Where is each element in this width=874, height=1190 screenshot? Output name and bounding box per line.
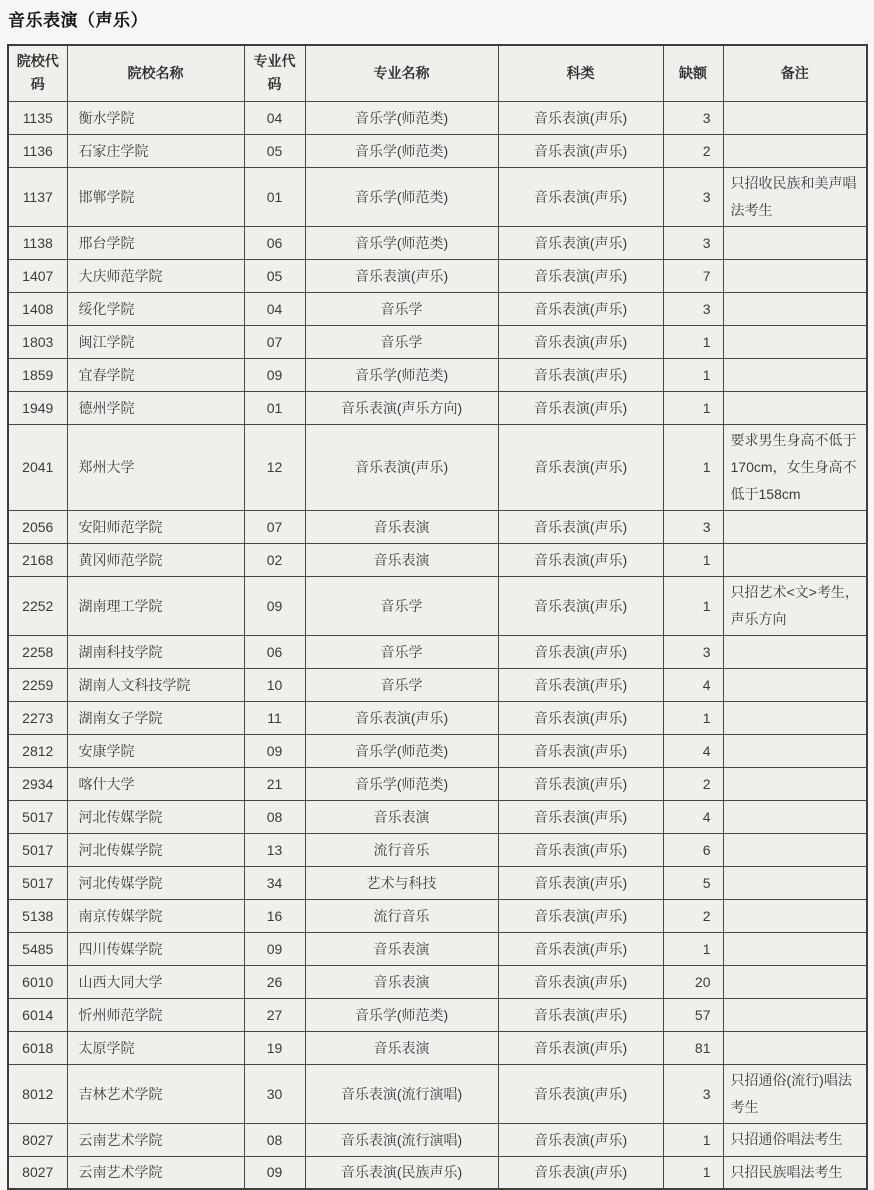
vacancy-cell: 1 bbox=[663, 358, 723, 391]
remark-cell bbox=[723, 800, 867, 833]
major-name-cell: 音乐学 bbox=[305, 325, 498, 358]
college-code-cell: 2056 bbox=[8, 510, 67, 543]
remark-cell bbox=[723, 668, 867, 701]
remark-cell bbox=[723, 1031, 867, 1064]
college-code-cell: 6010 bbox=[8, 965, 67, 998]
major-name-cell: 音乐学 bbox=[305, 576, 498, 635]
major-name-cell: 音乐表演(声乐) bbox=[305, 424, 498, 510]
category-cell: 音乐表演(声乐) bbox=[498, 866, 663, 899]
remark-cell: 只招艺术<文>考生，声乐方向 bbox=[723, 576, 867, 635]
major-name-cell: 音乐学(师范类) bbox=[305, 767, 498, 800]
vacancy-cell: 1 bbox=[663, 1156, 723, 1189]
college-name-cell: 绥化学院 bbox=[67, 292, 244, 325]
major-name-cell: 音乐学(师范类) bbox=[305, 134, 498, 167]
college-name-cell: 湖南理工学院 bbox=[67, 576, 244, 635]
college-name-cell: 河北传媒学院 bbox=[67, 800, 244, 833]
header-major-code: 专业代码 bbox=[244, 45, 305, 101]
remark-cell: 要求男生身高不低于170cm，女生身高不低于158cm bbox=[723, 424, 867, 510]
college-code-cell: 1949 bbox=[8, 391, 67, 424]
page-title: 音乐表演（声乐） bbox=[8, 11, 148, 30]
college-code-cell: 1136 bbox=[8, 134, 67, 167]
major-name-cell: 音乐表演(声乐) bbox=[305, 259, 498, 292]
table-row bbox=[8, 965, 867, 998]
college-code-cell: 6014 bbox=[8, 998, 67, 1031]
college-code-cell: 1138 bbox=[8, 226, 67, 259]
remark-cell: 只招民族唱法考生 bbox=[723, 1156, 867, 1189]
vacancy-cell: 1 bbox=[663, 932, 723, 965]
table-row bbox=[8, 358, 867, 391]
college-name-cell: 南京传媒学院 bbox=[67, 899, 244, 932]
vacancy-cell: 1 bbox=[663, 391, 723, 424]
vacancy-cell: 1 bbox=[663, 1123, 723, 1156]
table-row bbox=[8, 800, 867, 833]
table-row bbox=[8, 767, 867, 800]
table-row bbox=[8, 899, 867, 932]
remark-cell bbox=[723, 358, 867, 391]
major-name-cell: 音乐学(师范类) bbox=[305, 998, 498, 1031]
category-cell: 音乐表演(声乐) bbox=[498, 1031, 663, 1064]
category-cell: 音乐表演(声乐) bbox=[498, 543, 663, 576]
remark-cell bbox=[723, 635, 867, 668]
vacancy-cell: 1 bbox=[663, 543, 723, 576]
remark-cell bbox=[723, 543, 867, 576]
category-cell: 音乐表演(声乐) bbox=[498, 510, 663, 543]
major-code-cell: 16 bbox=[244, 899, 305, 932]
category-cell: 音乐表演(声乐) bbox=[498, 965, 663, 998]
table-row bbox=[8, 734, 867, 767]
major-name-cell: 音乐表演(声乐) bbox=[305, 701, 498, 734]
category-cell: 音乐表演(声乐) bbox=[498, 325, 663, 358]
college-name-cell: 大庆师范学院 bbox=[67, 259, 244, 292]
major-name-cell: 音乐学 bbox=[305, 635, 498, 668]
college-name-cell: 山西大同大学 bbox=[67, 965, 244, 998]
major-code-cell: 10 bbox=[244, 668, 305, 701]
major-name-cell: 音乐学(师范类) bbox=[305, 226, 498, 259]
major-code-cell: 06 bbox=[244, 226, 305, 259]
vacancy-cell: 5 bbox=[663, 866, 723, 899]
remark-cell bbox=[723, 101, 867, 134]
major-code-cell: 12 bbox=[244, 424, 305, 510]
major-name-cell: 音乐学 bbox=[305, 292, 498, 325]
vacancy-cell: 2 bbox=[663, 899, 723, 932]
vacancy-cell: 3 bbox=[663, 510, 723, 543]
vacancy-cell: 3 bbox=[663, 101, 723, 134]
major-code-cell: 01 bbox=[244, 167, 305, 226]
table-row bbox=[8, 576, 867, 635]
college-name-cell: 河北传媒学院 bbox=[67, 833, 244, 866]
major-name-cell: 音乐学(师范类) bbox=[305, 358, 498, 391]
major-code-cell: 05 bbox=[244, 259, 305, 292]
major-name-cell: 音乐学 bbox=[305, 668, 498, 701]
major-name-cell: 音乐表演(流行演唱) bbox=[305, 1123, 498, 1156]
major-name-cell: 流行音乐 bbox=[305, 899, 498, 932]
college-name-cell: 喀什大学 bbox=[67, 767, 244, 800]
vacancy-cell: 57 bbox=[663, 998, 723, 1031]
major-name-cell: 音乐表演 bbox=[305, 1031, 498, 1064]
college-code-cell: 5017 bbox=[8, 833, 67, 866]
vacancy-cell: 6 bbox=[663, 833, 723, 866]
college-code-cell: 5138 bbox=[8, 899, 67, 932]
college-code-cell: 2259 bbox=[8, 668, 67, 701]
major-code-cell: 11 bbox=[244, 701, 305, 734]
category-cell: 音乐表演(声乐) bbox=[498, 134, 663, 167]
major-name-cell: 音乐学(师范类) bbox=[305, 734, 498, 767]
remark-cell bbox=[723, 510, 867, 543]
category-cell: 音乐表演(声乐) bbox=[498, 1123, 663, 1156]
vacancy-cell: 4 bbox=[663, 668, 723, 701]
college-code-cell: 8012 bbox=[8, 1064, 67, 1123]
college-code-cell: 6018 bbox=[8, 1031, 67, 1064]
category-cell: 音乐表演(声乐) bbox=[498, 800, 663, 833]
college-name-cell: 忻州师范学院 bbox=[67, 998, 244, 1031]
college-code-cell: 1407 bbox=[8, 259, 67, 292]
category-cell: 音乐表演(声乐) bbox=[498, 259, 663, 292]
table-header-row bbox=[8, 45, 867, 101]
table-row bbox=[8, 292, 867, 325]
remark-cell bbox=[723, 226, 867, 259]
remark-cell: 只招收民族和美声唱法考生 bbox=[723, 167, 867, 226]
category-cell: 音乐表演(声乐) bbox=[498, 424, 663, 510]
header-major-name: 专业名称 bbox=[305, 45, 498, 101]
college-name-cell: 衡水学院 bbox=[67, 101, 244, 134]
vacancy-cell: 3 bbox=[663, 226, 723, 259]
college-name-cell: 安阳师范学院 bbox=[67, 510, 244, 543]
college-code-cell: 2273 bbox=[8, 701, 67, 734]
vacancy-cell: 3 bbox=[663, 292, 723, 325]
major-name-cell: 音乐表演 bbox=[305, 510, 498, 543]
remark-cell: 只招通俗(流行)唱法考生 bbox=[723, 1064, 867, 1123]
header-vacancy: 缺额 bbox=[663, 45, 723, 101]
major-code-cell: 08 bbox=[244, 800, 305, 833]
category-cell: 音乐表演(声乐) bbox=[498, 292, 663, 325]
table-row bbox=[8, 1156, 867, 1189]
college-code-cell: 2252 bbox=[8, 576, 67, 635]
college-name-cell: 吉林艺术学院 bbox=[67, 1064, 244, 1123]
college-code-cell: 2258 bbox=[8, 635, 67, 668]
vacancy-table bbox=[7, 44, 868, 1190]
table-row bbox=[8, 668, 867, 701]
major-code-cell: 09 bbox=[244, 1156, 305, 1189]
category-cell: 音乐表演(声乐) bbox=[498, 899, 663, 932]
major-name-cell: 音乐表演 bbox=[305, 965, 498, 998]
category-cell: 音乐表演(声乐) bbox=[498, 226, 663, 259]
category-cell: 音乐表演(声乐) bbox=[498, 998, 663, 1031]
remark-cell bbox=[723, 701, 867, 734]
college-code-cell: 2812 bbox=[8, 734, 67, 767]
vacancy-cell: 20 bbox=[663, 965, 723, 998]
major-name-cell: 流行音乐 bbox=[305, 833, 498, 866]
college-name-cell: 邢台学院 bbox=[67, 226, 244, 259]
table-row bbox=[8, 391, 867, 424]
remark-cell bbox=[723, 292, 867, 325]
major-code-cell: 09 bbox=[244, 358, 305, 391]
major-code-cell: 13 bbox=[244, 833, 305, 866]
table-row bbox=[8, 932, 867, 965]
major-code-cell: 19 bbox=[244, 1031, 305, 1064]
college-name-cell: 河北传媒学院 bbox=[67, 866, 244, 899]
remark-cell bbox=[723, 833, 867, 866]
category-cell: 音乐表演(声乐) bbox=[498, 668, 663, 701]
college-name-cell: 太原学院 bbox=[67, 1031, 244, 1064]
header-category: 科类 bbox=[498, 45, 663, 101]
vacancy-cell: 1 bbox=[663, 325, 723, 358]
table-row bbox=[8, 259, 867, 292]
college-name-cell: 湖南女子学院 bbox=[67, 701, 244, 734]
vacancy-cell: 81 bbox=[663, 1031, 723, 1064]
vacancy-cell: 1 bbox=[663, 701, 723, 734]
major-code-cell: 07 bbox=[244, 510, 305, 543]
major-code-cell: 07 bbox=[244, 325, 305, 358]
table-row bbox=[8, 701, 867, 734]
table-row bbox=[8, 998, 867, 1031]
header-remark: 备注 bbox=[723, 45, 867, 101]
table-row bbox=[8, 101, 867, 134]
table-row bbox=[8, 424, 867, 510]
header-college-name: 院校名称 bbox=[67, 45, 244, 101]
table-row bbox=[8, 543, 867, 576]
college-code-cell: 2934 bbox=[8, 767, 67, 800]
major-code-cell: 02 bbox=[244, 543, 305, 576]
college-code-cell: 5017 bbox=[8, 866, 67, 899]
remark-cell bbox=[723, 965, 867, 998]
major-code-cell: 27 bbox=[244, 998, 305, 1031]
college-code-cell: 8027 bbox=[8, 1123, 67, 1156]
vacancy-cell: 1 bbox=[663, 424, 723, 510]
major-name-cell: 音乐表演(声乐方向) bbox=[305, 391, 498, 424]
college-name-cell: 湖南人文科技学院 bbox=[67, 668, 244, 701]
vacancy-cell: 7 bbox=[663, 259, 723, 292]
vacancy-cell: 4 bbox=[663, 800, 723, 833]
remark-cell bbox=[723, 932, 867, 965]
category-cell: 音乐表演(声乐) bbox=[498, 576, 663, 635]
table-row bbox=[8, 167, 867, 226]
major-code-cell: 04 bbox=[244, 101, 305, 134]
remark-cell bbox=[723, 734, 867, 767]
remark-cell bbox=[723, 134, 867, 167]
major-name-cell: 音乐学(师范类) bbox=[305, 101, 498, 134]
category-cell: 音乐表演(声乐) bbox=[498, 833, 663, 866]
category-cell: 音乐表演(声乐) bbox=[498, 734, 663, 767]
college-code-cell: 2168 bbox=[8, 543, 67, 576]
college-code-cell: 1859 bbox=[8, 358, 67, 391]
category-cell: 音乐表演(声乐) bbox=[498, 101, 663, 134]
remark-cell bbox=[723, 259, 867, 292]
college-code-cell: 5485 bbox=[8, 932, 67, 965]
college-name-cell: 黄冈师范学院 bbox=[67, 543, 244, 576]
major-code-cell: 34 bbox=[244, 866, 305, 899]
remark-cell bbox=[723, 767, 867, 800]
college-name-cell: 湖南科技学院 bbox=[67, 635, 244, 668]
remark-cell bbox=[723, 899, 867, 932]
college-code-cell: 2041 bbox=[8, 424, 67, 510]
major-name-cell: 音乐表演(流行演唱) bbox=[305, 1064, 498, 1123]
remark-cell bbox=[723, 866, 867, 899]
vacancy-cell: 1 bbox=[663, 576, 723, 635]
category-cell: 音乐表演(声乐) bbox=[498, 701, 663, 734]
major-name-cell: 艺术与科技 bbox=[305, 866, 498, 899]
table-row bbox=[8, 134, 867, 167]
vacancy-cell: 3 bbox=[663, 167, 723, 226]
college-code-cell: 1803 bbox=[8, 325, 67, 358]
major-code-cell: 06 bbox=[244, 635, 305, 668]
major-code-cell: 26 bbox=[244, 965, 305, 998]
college-name-cell: 宜春学院 bbox=[67, 358, 244, 391]
table-row bbox=[8, 833, 867, 866]
category-cell: 音乐表演(声乐) bbox=[498, 1156, 663, 1189]
major-code-cell: 30 bbox=[244, 1064, 305, 1123]
vacancy-cell: 4 bbox=[663, 734, 723, 767]
category-cell: 音乐表演(声乐) bbox=[498, 767, 663, 800]
table-row bbox=[8, 1031, 867, 1064]
remark-cell: 只招通俗唱法考生 bbox=[723, 1123, 867, 1156]
vacancy-cell: 3 bbox=[663, 1064, 723, 1123]
table-row bbox=[8, 325, 867, 358]
major-name-cell: 音乐表演 bbox=[305, 800, 498, 833]
college-name-cell: 石家庄学院 bbox=[67, 134, 244, 167]
college-code-cell: 1137 bbox=[8, 167, 67, 226]
table-row bbox=[8, 635, 867, 668]
major-code-cell: 09 bbox=[244, 734, 305, 767]
major-code-cell: 08 bbox=[244, 1123, 305, 1156]
table-row bbox=[8, 510, 867, 543]
major-name-cell: 音乐表演(民族声乐) bbox=[305, 1156, 498, 1189]
table-row bbox=[8, 866, 867, 899]
major-code-cell: 04 bbox=[244, 292, 305, 325]
remark-cell bbox=[723, 325, 867, 358]
major-code-cell: 09 bbox=[244, 932, 305, 965]
college-name-cell: 闽江学院 bbox=[67, 325, 244, 358]
major-name-cell: 音乐学(师范类) bbox=[305, 167, 498, 226]
college-code-cell: 5017 bbox=[8, 800, 67, 833]
college-name-cell: 四川传媒学院 bbox=[67, 932, 244, 965]
category-cell: 音乐表演(声乐) bbox=[498, 1064, 663, 1123]
major-name-cell: 音乐表演 bbox=[305, 543, 498, 576]
vacancy-cell: 2 bbox=[663, 134, 723, 167]
college-code-cell: 8027 bbox=[8, 1156, 67, 1189]
college-name-cell: 郑州大学 bbox=[67, 424, 244, 510]
major-code-cell: 21 bbox=[244, 767, 305, 800]
college-name-cell: 德州学院 bbox=[67, 391, 244, 424]
category-cell: 音乐表演(声乐) bbox=[498, 932, 663, 965]
college-name-cell: 安康学院 bbox=[67, 734, 244, 767]
table-row bbox=[8, 1064, 867, 1123]
remark-cell bbox=[723, 998, 867, 1031]
major-name-cell: 音乐表演 bbox=[305, 932, 498, 965]
category-cell: 音乐表演(声乐) bbox=[498, 391, 663, 424]
college-code-cell: 1135 bbox=[8, 101, 67, 134]
major-code-cell: 05 bbox=[244, 134, 305, 167]
vacancy-cell: 2 bbox=[663, 767, 723, 800]
vacancy-cell: 3 bbox=[663, 635, 723, 668]
table-row bbox=[8, 1123, 867, 1156]
major-code-cell: 01 bbox=[244, 391, 305, 424]
college-name-cell: 邯郸学院 bbox=[67, 167, 244, 226]
college-name-cell: 云南艺术学院 bbox=[67, 1156, 244, 1189]
table-row bbox=[8, 226, 867, 259]
college-name-cell: 云南艺术学院 bbox=[67, 1123, 244, 1156]
category-cell: 音乐表演(声乐) bbox=[498, 635, 663, 668]
category-cell: 音乐表演(声乐) bbox=[498, 167, 663, 226]
college-code-cell: 1408 bbox=[8, 292, 67, 325]
header-college-code: 院校代码 bbox=[8, 45, 67, 101]
remark-cell bbox=[723, 391, 867, 424]
major-code-cell: 09 bbox=[244, 576, 305, 635]
category-cell: 音乐表演(声乐) bbox=[498, 358, 663, 391]
